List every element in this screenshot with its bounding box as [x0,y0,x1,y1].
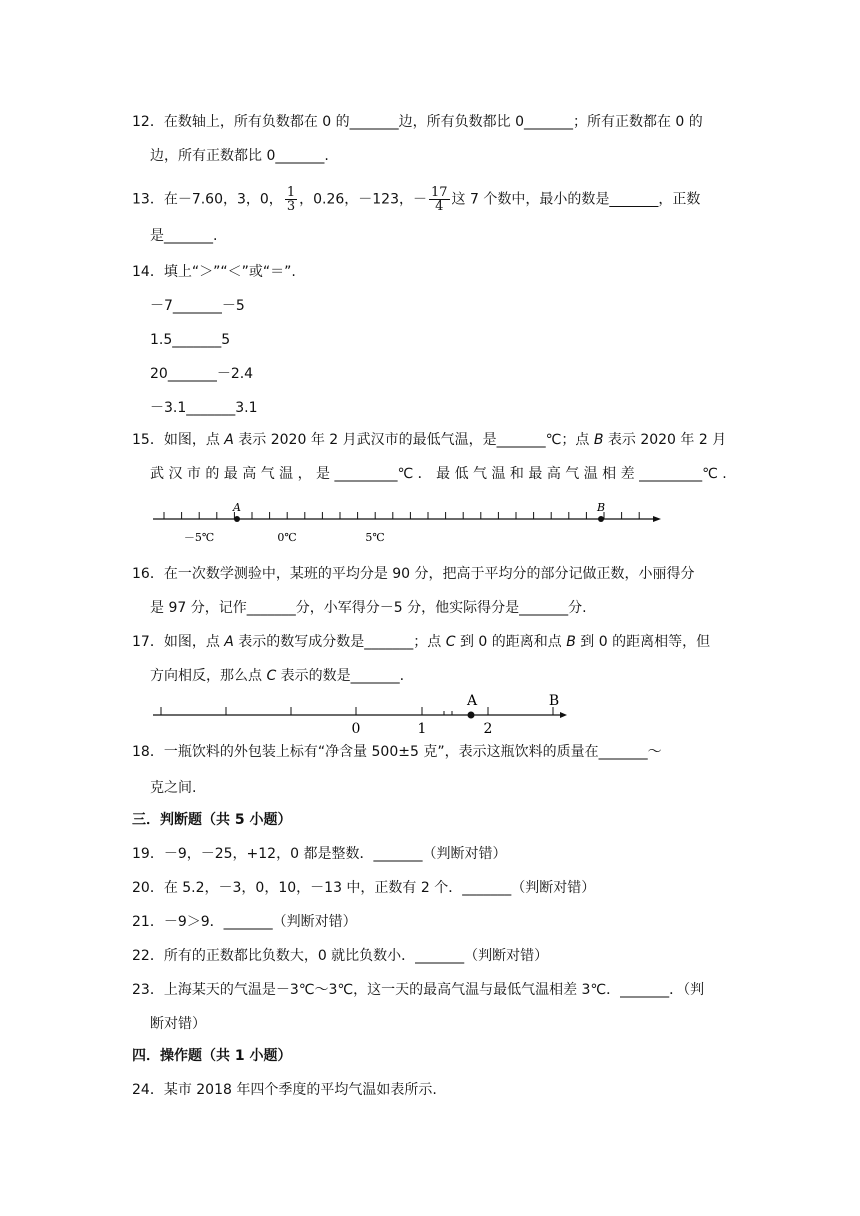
point-a-label: A [466,693,478,709]
question-24: 24．某市 2018 年四个季度的平均气温如表所示. [132,1082,437,1098]
point-b-label: B [548,693,560,709]
point-a-dot [234,516,240,522]
question-15-text-b: 表示 2020 年 2 月武汉市的最低气温，是_______℃；点 [233,432,594,448]
fraction-numerator: 17 [431,185,448,200]
question-12-line1: 12．在数轴上，所有负数都在 0 的_______边，所有负数都比 0_______；所有正数都在 0 的 [132,114,703,130]
question-17-text-e: 方向相反，那么点 [150,668,267,684]
question-16-line1: 16．在一次数学测验中，某班的平均分是 90 分，把高于平均分的部分记做正数，小丽得分 [132,566,695,582]
fraction-denominator: 3 [286,199,296,214]
question-19: 19．－9，－25，+12，0 都是整数．_______（判断对错） [132,846,507,862]
question-23-line1: 23．上海某天的气温是－3℃～3℃，这一天的最高气温与最低气温相差 3℃．_______．（判 [132,982,705,998]
question-18-line1: 18．一瓶饮料的外包装上标有“净含量 500±5 克”，表示这瓶饮料的质量在_______～ [132,744,662,760]
question-18-line2: 克之间. [150,780,197,796]
section-heading-judgement: 三．判断题（共 5 小题） [132,812,292,828]
number-line-temperature [150,500,670,548]
point-b-label: B [596,501,606,514]
point-a-label: A [233,501,241,514]
tick-label: 0℃ [277,531,297,544]
question-16-line2: 是 97 分，记作_______分，小军得分－5 分，他实际得分是_______分. [150,600,587,616]
question-15-text-a: 15．如图，点 [132,432,225,448]
point-label-b: B [593,432,604,448]
axis-arrow-icon [560,712,567,718]
question-13-line2: 是_______. [150,228,218,244]
tick-label: 1 [417,721,427,736]
question-14-item: －3.1_______3.1 [150,400,258,416]
tick-label: 0 [351,721,361,736]
point-label-c: C [266,668,277,684]
point-label-a: A [224,432,234,448]
point-a-dot [468,712,475,719]
fraction-one-third [285,186,297,213]
axis-arrow-icon [653,516,661,522]
point-label-a: A [224,634,234,650]
question-15-text-c: 表示 2020 年 2 月 [603,432,727,448]
number-line-fraction [150,688,580,736]
question-13-text-c: 这 7 个数中，最小的数是_______，正数 [451,191,701,208]
question-17-text-a: 17．如图，点 [132,634,225,650]
question-17-text-b: 表示的数写成分数是_______；点 [233,634,446,650]
fraction-seventeen-fourths [429,186,450,213]
question-21: 21．－9＞9．_______（判断对错） [132,914,357,930]
question-14-item: 20_______－2.4 [150,366,254,382]
question-17-line2 [150,666,404,686]
tick-label: 5℃ [365,531,385,544]
tick-label: －5℃ [183,531,215,544]
question-20: 20．在 5.2，－3，0，10，－13 中，正数有 2 个．_______（判断对错） [132,880,596,896]
point-label-b: B [566,634,576,650]
question-17-text-f: 表示的数是_______. [276,668,405,684]
question-12-line2: 边，所有正数都比 0_______. [150,148,329,164]
tick-label: 2 [483,721,493,736]
question-13-text-b: ，0.26，－123，－ [299,191,427,208]
question-17-text-c: 到 0 的距离和点 [455,634,567,650]
question-14-item: 1.5_______5 [150,332,231,348]
question-17-text-d: 到 0 的距离相等，但 [575,634,711,650]
question-22: 22．所有的正数都比负数大，0 就比负数小．_______（判断对错） [132,948,549,964]
section-heading-operation: 四．操作题（共 1 小题） [132,1048,292,1064]
question-13-line1 [132,186,700,213]
question-15-line1 [132,430,726,450]
question-15-line2: 武 汉 市 的 最 高 气 温 ， 是 _________℃ ． 最 低 气 温 和 最 高 气 温 相 差 _________℃ . [150,466,727,482]
question-23-line2: 断对错） [150,1016,206,1032]
point-b-dot [598,516,604,522]
question-13-text-a: 13．在－7.60，3，0， [132,191,283,208]
question-14-item: －7_______－5 [150,298,245,314]
question-17-line1 [132,632,710,652]
point-label-c: C [445,634,456,650]
fraction-denominator: 4 [435,199,444,214]
fraction-numerator: 1 [286,185,296,200]
question-14-line1: 14．填上“＞”“＜”或“＝”. [132,264,296,280]
